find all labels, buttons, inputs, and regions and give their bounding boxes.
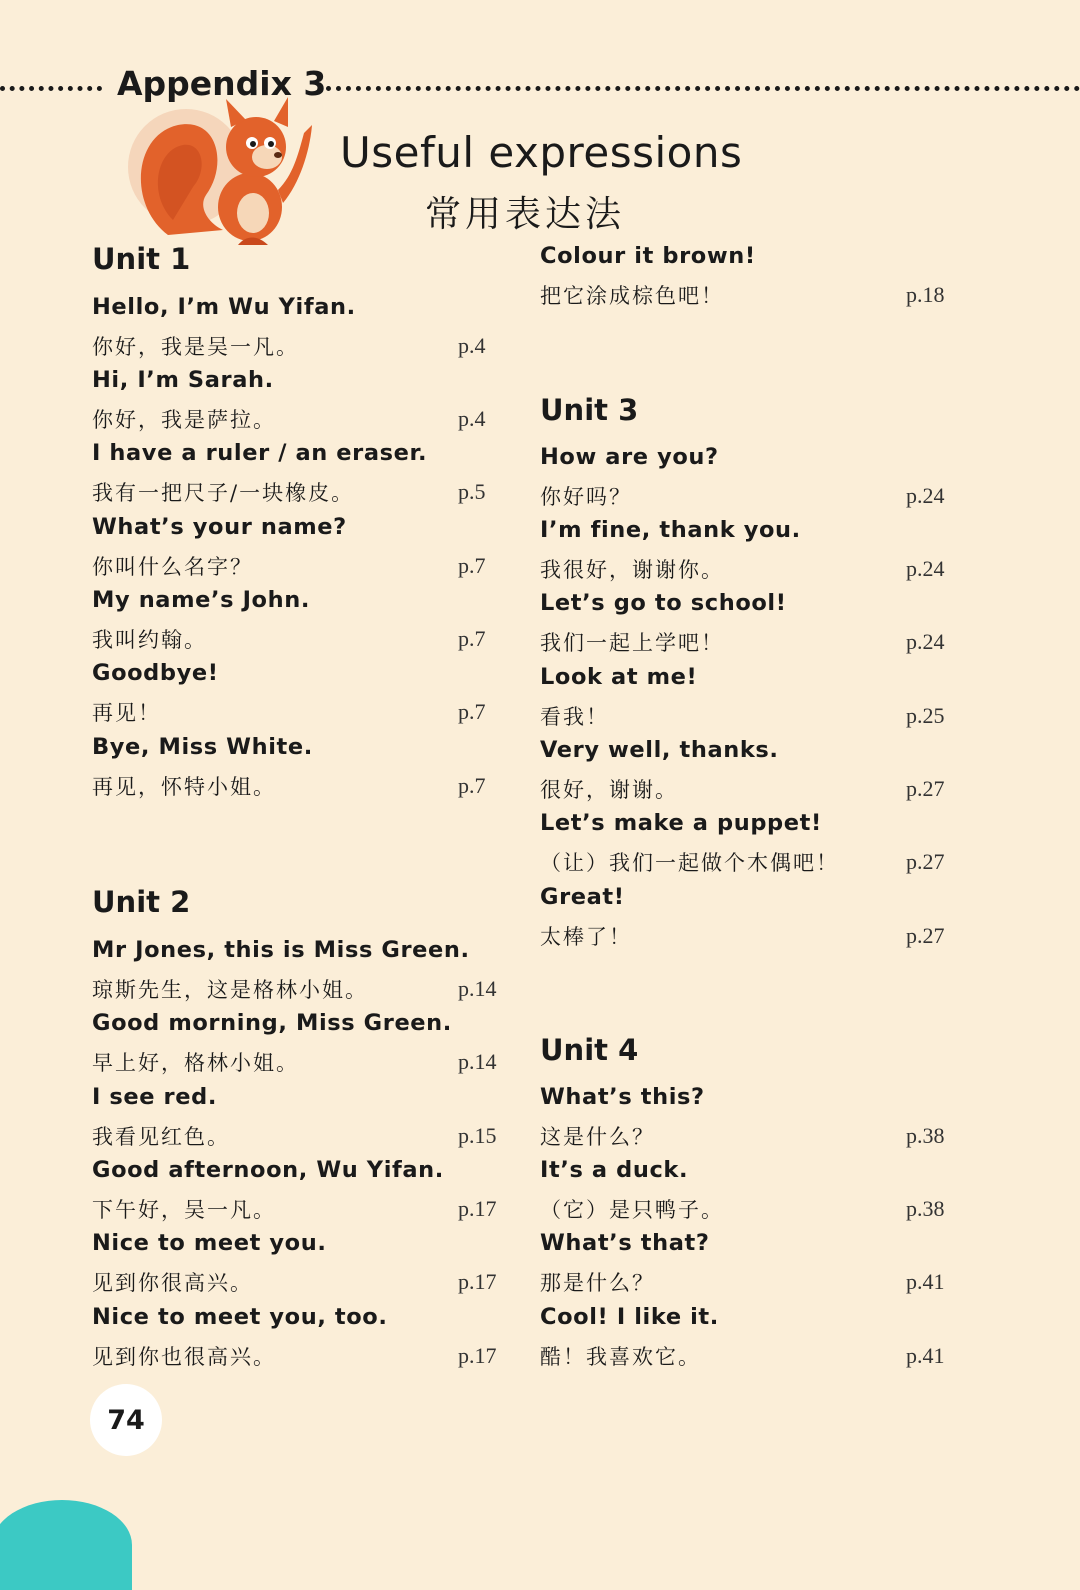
page-reference: p.18 bbox=[906, 282, 945, 307]
expression-chinese: 很好，谢谢。 bbox=[540, 778, 678, 802]
expression-chinese: 那是什么？ bbox=[540, 1271, 655, 1295]
expression-chinese: （它）是只鸭子。 bbox=[540, 1198, 724, 1222]
expression-chinese: 再见！ bbox=[92, 701, 161, 725]
unit-heading-2: Unit 2 bbox=[92, 885, 191, 919]
expression-english: Nice to meet you. bbox=[92, 1230, 327, 1256]
expression-chinese: 我看见红色。 bbox=[92, 1125, 230, 1149]
dotted-rule-left bbox=[0, 86, 102, 91]
expression-english: Good morning, Miss Green. bbox=[92, 1010, 452, 1036]
expression-chinese: 下午好，吴一凡。 bbox=[92, 1198, 276, 1222]
page-reference: p.14 bbox=[458, 976, 497, 1001]
expression-english: Mr Jones, this is Miss Green. bbox=[92, 937, 470, 963]
expression-chinese: 我有一把尺子/一块橡皮。 bbox=[92, 481, 355, 505]
expression-english: What’s your name? bbox=[92, 514, 347, 540]
page-reference: p.4 bbox=[458, 406, 486, 431]
page-reference: p.25 bbox=[906, 703, 945, 728]
expression-english: Goodbye! bbox=[92, 660, 219, 686]
expression-chinese: 见到你很高兴。 bbox=[92, 1271, 253, 1295]
expression-chinese: 你叫什么名字？ bbox=[92, 555, 253, 579]
expression-english: What’s that? bbox=[540, 1230, 710, 1256]
page-reference: p.5 bbox=[458, 479, 486, 504]
expression-english: Good afternoon, Wu Yifan. bbox=[92, 1157, 444, 1183]
expression-english: It’s a duck. bbox=[540, 1157, 689, 1183]
appendix-label: Appendix 3 bbox=[117, 64, 327, 103]
page-reference: p.41 bbox=[906, 1343, 945, 1368]
expression-chinese: 太棒了！ bbox=[540, 925, 632, 949]
expression-english: How are you? bbox=[540, 444, 719, 470]
dotted-rule-right bbox=[326, 86, 1080, 91]
page-reference: p.7 bbox=[458, 553, 486, 578]
expression-chinese: 再见，怀特小姐。 bbox=[92, 775, 276, 799]
expression-chinese: 你好，我是萨拉。 bbox=[92, 408, 276, 432]
expression-english: I see red. bbox=[92, 1084, 217, 1110]
expression-chinese: 我叫约翰。 bbox=[92, 628, 207, 652]
page-reference: p.7 bbox=[458, 699, 486, 724]
page-title-chinese: 常用表达法 bbox=[425, 194, 626, 235]
page-reference: p.14 bbox=[458, 1049, 497, 1074]
page-reference: p.17 bbox=[458, 1269, 497, 1294]
expression-chinese: 你好，我是吴一凡。 bbox=[92, 335, 299, 359]
expression-english: Hi, I’m Sarah. bbox=[92, 367, 274, 393]
expression-chinese: 我很好，谢谢你。 bbox=[540, 558, 724, 582]
page-reference: p.27 bbox=[906, 923, 945, 948]
expression-english: Look at me! bbox=[540, 664, 698, 690]
page-reference: p.17 bbox=[458, 1343, 497, 1368]
expression-english: Great! bbox=[540, 884, 625, 910]
page-reference: p.15 bbox=[458, 1123, 497, 1148]
unit-heading-1: Unit 1 bbox=[92, 242, 191, 276]
page-reference: p.27 bbox=[906, 776, 945, 801]
expression-chinese: 早上好，格林小姐。 bbox=[92, 1051, 299, 1075]
expression-english: Bye, Miss White. bbox=[92, 734, 313, 760]
expression-english: Very well, thanks. bbox=[540, 737, 779, 763]
expression-english: Let’s go to school! bbox=[540, 590, 787, 616]
page-reference: p.41 bbox=[906, 1269, 945, 1294]
squirrel-icon bbox=[128, 95, 328, 255]
expression-chinese: 把它涂成棕色吧！ bbox=[540, 284, 724, 308]
expression-chinese: 酷！我喜欢它。 bbox=[540, 1345, 701, 1369]
page-reference: p.7 bbox=[458, 626, 486, 651]
expression-english: What’s this? bbox=[540, 1084, 705, 1110]
expression-english: Let’s make a puppet! bbox=[540, 810, 822, 836]
unit-heading-4: Unit 4 bbox=[540, 1033, 639, 1067]
page-reference: p.17 bbox=[458, 1196, 497, 1221]
expression-english: I’m fine, thank you. bbox=[540, 517, 801, 543]
page-number: 74 bbox=[90, 1384, 162, 1456]
expression-chinese: 这是什么？ bbox=[540, 1125, 655, 1149]
expression-english: Nice to meet you, too. bbox=[92, 1304, 388, 1330]
page-reference: p.24 bbox=[906, 629, 945, 654]
expression-english: I have a ruler / an eraser. bbox=[92, 440, 428, 466]
page-title: Useful expressions bbox=[340, 128, 743, 177]
page-reference: p.27 bbox=[906, 849, 945, 874]
unit-heading-3: Unit 3 bbox=[540, 393, 639, 427]
expression-english: My name’s John. bbox=[92, 587, 310, 613]
page-reference: p.4 bbox=[458, 333, 486, 358]
page-reference: p.7 bbox=[458, 773, 486, 798]
expression-english: Colour it brown! bbox=[540, 243, 756, 269]
page-reference: p.24 bbox=[906, 483, 945, 508]
decorative-corner-shape bbox=[0, 1500, 132, 1590]
expression-chinese: 看我！ bbox=[540, 705, 609, 729]
expression-english: Hello, I’m Wu Yifan. bbox=[92, 294, 356, 320]
expression-chinese: 见到你也很高兴。 bbox=[92, 1345, 276, 1369]
page-reference: p.24 bbox=[906, 556, 945, 581]
page-reference: p.38 bbox=[906, 1123, 945, 1148]
page-reference: p.38 bbox=[906, 1196, 945, 1221]
expression-chinese: 我们一起上学吧！ bbox=[540, 631, 724, 655]
expression-english: Cool! I like it. bbox=[540, 1304, 719, 1330]
expression-chinese: 琼斯先生，这是格林小姐。 bbox=[92, 978, 368, 1002]
expression-chinese: （让）我们一起做个木偶吧！ bbox=[540, 851, 839, 875]
expression-chinese: 你好吗？ bbox=[540, 485, 632, 509]
